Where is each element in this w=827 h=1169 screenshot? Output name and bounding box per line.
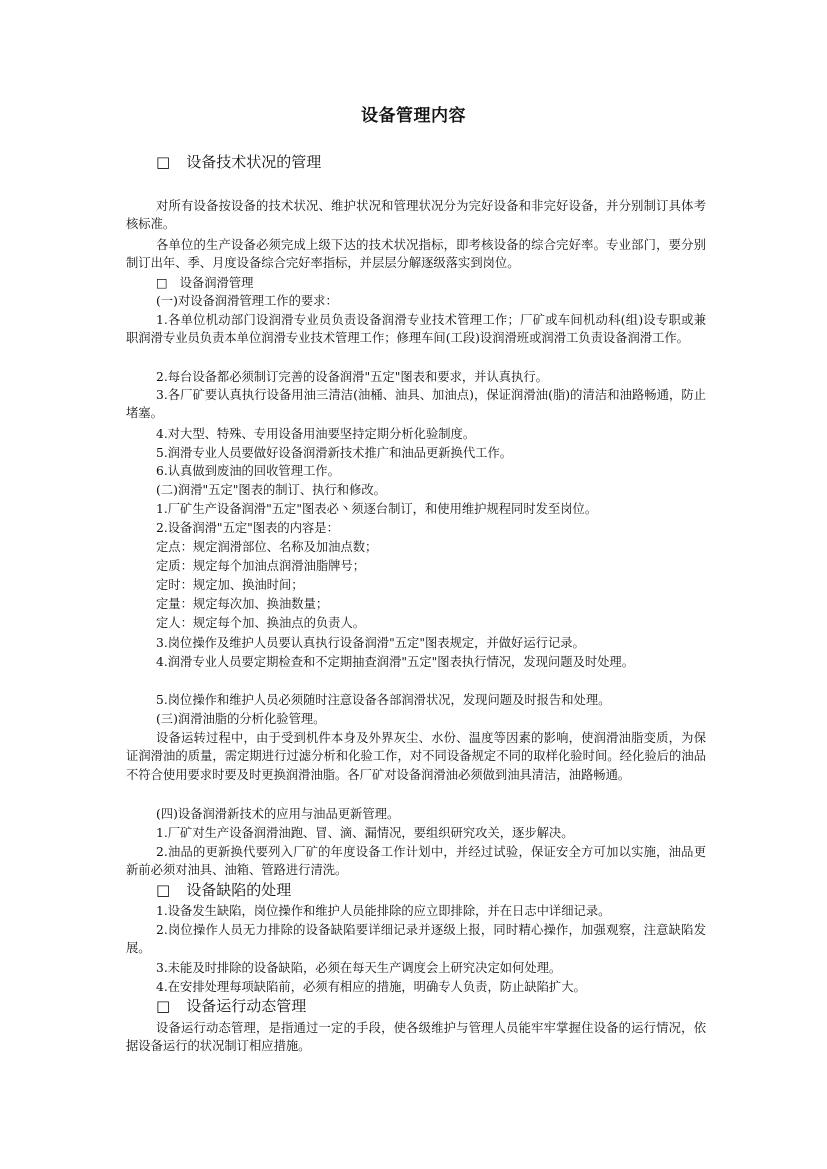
definition-item: 定量：规定每次加、换油数量；: [156, 597, 329, 611]
list-item: 6.认真做到废油的回收管理工作。: [156, 464, 340, 478]
checkbox-icon: □: [156, 997, 171, 1015]
subsection-heading: (三)润滑油脂的分析化验管理。: [156, 712, 326, 726]
list-item: 3.各厂矿要认真执行设备用油三清洁(油桶、油具、加油点)，保证润滑油(脂)的清洁和油路畅通，防止堵塞。: [126, 388, 706, 421]
list-item: 5.岗位操作和维护人员必须随时注意设备各部润滑状况，发现问题及时报告和处理。: [156, 693, 611, 707]
section-heading-text: 设备运行动态管理: [186, 997, 307, 1015]
subsection-heading: (二)润滑"五定"图表的制订、执行和修改。: [156, 483, 386, 497]
section-heading-technical-status: [156, 151, 321, 172]
checkbox-icon: □: [156, 881, 171, 899]
subsection-heading: (四)设备润滑新技术的应用与油品更新管理。: [156, 807, 400, 821]
checkbox-icon: □: [156, 153, 171, 171]
definition-item: 定时：规定加、换油时间；: [156, 578, 304, 592]
section-heading-lubrication: [156, 274, 253, 292]
list-item: 4.对大型、特殊、专用设备用油要坚持定期分析化验制度。: [156, 427, 476, 441]
section-heading-operation: [156, 995, 306, 1016]
paragraph: 设备运转过程中，由于受到机件本身及外界灰尘、水份、温度等因素的影响，使润滑油脂变质，为保证润滑油的质量，需定期进行过滤分析和化验工作，对不同设备规定不同的取样化验时间。经化验后的油品不符合使用要求时要及时更换润滑油脂。各厂矿对设备润滑油必须做到油具清洁，油路畅通。: [126, 731, 706, 782]
list-item: 2.每台设备都必须制订完善的设备润滑"五定"图表和要求，并认真执行。: [156, 370, 548, 384]
list-item: 3.未能及时排除的设备缺陷，必须在每天生产调度会上研究决定如何处理。: [156, 961, 562, 975]
section-heading-text: 设备润滑管理: [179, 276, 254, 290]
list-item: 1.厂矿生产设备润滑"五定"图表必丶须逐台制订，和使用维护规程同时发至岗位。: [156, 502, 598, 516]
list-item: 1.厂矿对生产设备润滑油跑、冒、滴、漏情况，要组织研究攻关，逐步解决。: [156, 826, 574, 840]
list-item: 3.岗位操作及维护人员要认真执行设备润滑"五定"图表规定，并做好运行记录。: [156, 636, 585, 650]
paragraph: 对所有设备按设备的技术状况、维护状况和管理状况分为完好设备和非完好设备，并分别制订具体考核标准。: [126, 199, 706, 232]
section-heading-text: 设备技术状况的管理: [186, 153, 322, 171]
definition-item: 定人：规定每个加、换油点的负责人。: [156, 616, 366, 630]
subsection-heading: (一)对设备润滑管理工作的要求：: [156, 294, 338, 308]
list-item: 1.各单位机动部门设润滑专业员负责设备润滑专业技术管理工作；厂矿或车间机动科(组)设专职或兼职润滑专业员负责本单位润滑专业技术管理工作；修理车间(工段)设润滑班或润滑工负责设备润滑工作。: [126, 313, 706, 346]
paragraph: 各单位的生产设备必须完成上级下达的技术状况指标，即考核设备的综合完好率。专业部门，要分别制订出年、季、月度设备综合完好率指标，并层层分解逐级落实到岗位。: [126, 238, 706, 271]
list-item: 2.岗位操作人员无力排除的设备缺陷要详细记录并逐级上报，同时精心操作，加强观察，注意缺陷发展。: [126, 923, 706, 956]
list-item: 2.油品的更新换代要列入厂矿的年度设备工作计划中，并经过试验，保证安全方可加以实施，油品更新前必须对油具、油箱、管路进行清洗。: [126, 845, 706, 878]
list-item: 2.设备润滑"五定"图表的内容是：: [156, 521, 339, 535]
list-item: 4.润滑专业人员要定期检查和不定期抽查润滑"五定"图表执行情况，发现问题及时处理。: [156, 655, 635, 669]
definition-item: 定质：规定每个加油点润滑油脂牌号；: [156, 559, 366, 573]
list-item: 5.润滑专业人员要做好设备润滑新技术推广和油品更新换代工作。: [156, 446, 513, 460]
section-heading-text: 设备缺陷的处理: [186, 881, 292, 899]
definition-item: 定点：规定润滑部位、名称及加油点数；: [156, 540, 378, 554]
document-title: 设备管理内容: [361, 106, 466, 126]
paragraph: 设备运行动态管理，是指通过一定的手段，使各级维护与管理人员能牢牢掌握住设备的运行情况，依据设备运行的状况制订相应措施。: [126, 1021, 706, 1054]
list-item: 1.设备发生缺陷，岗位操作和维护人员能排除的应立即排除，并在日志中详细记录。: [156, 904, 611, 918]
section-heading-defects: [156, 879, 291, 900]
list-item: 4.在安排处理每项缺陷前，必须有相应的措施，明确专人负责，防止缺陷扩大。: [156, 980, 586, 994]
checkbox-icon: □: [156, 276, 168, 290]
